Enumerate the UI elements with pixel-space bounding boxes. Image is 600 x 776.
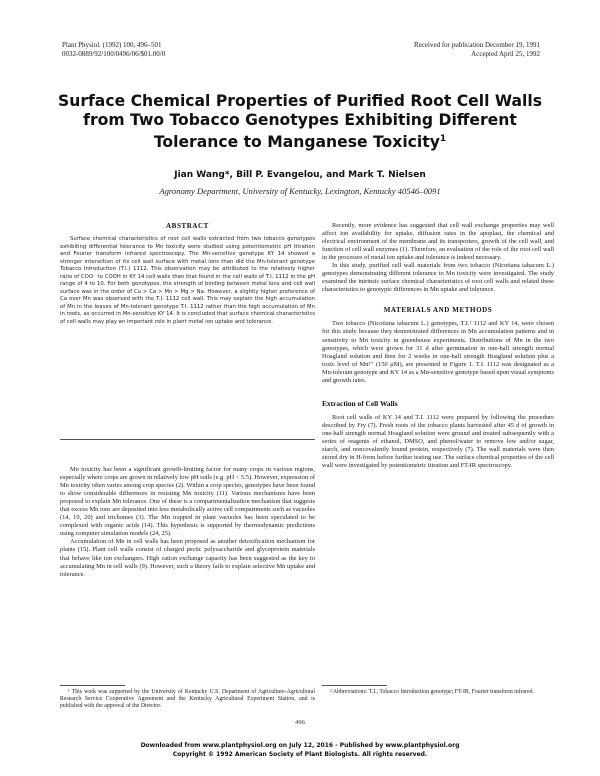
paragraph: Mn toxicity has been a significant growth-limiting factor for many crops in various regions, especially where crops are grown in relatively low pH soils (e.g. pH < 5.5). However, expression of Mn toxicity often varies among crop species (2). Within a crop species, genotypes have been found to show considerable differences in resisting Mn toxicity (11). Various mechanisms have been proposed to explain Mn tolerance. One of these is a compartmentalization mechanism that suggests that excess Mn ions are deposited into less metabolically active cell compartments such as vacuoles (14, 19, 20) and trichomes (3). The Mn trapped in plant vacuoles has been speculated to be complexed with organic acids (14). This hypothesis is supported by thermodynamic predictions using computer simulation models (24, 25). [60,466,315,538]
download-notice: Downloaded from www.plantphysiol.org on July 12, 2016 - Published by www.plantphysiol.org [140,742,460,749]
footnote-divider [322,685,387,686]
methods-heading: MATERIALS AND METHODS [383,306,493,315]
paragraph: Root cell walls of KY 14 and T.I. 1112 were prepared by following the procedure described by Fry (7). Fresh roots of the tobacco plants harvested after 45 d of growth in one-half strength normal Hoagland solution were ground and treated subsequently with a series of reagents of ethanol, DMSO, and phenol/water to remove low and/or sugar, starch, and noncovalently bound protein, respectively (7). The wall materials were then stored dry in H-form before further testing use. The surface chemical properties of the cell wall were investigated by potentiometric titration and FT-IR spectroscopy. [322,413,554,470]
paragraph: Accumulation of Mn in cell walls has been proposed as another detoxification mechanism for plants (15). Plant cell walls consist of charged pectic polysaccharide and glycoprotein materials that behave like ion exchangers. High cation exchange capacity has been suggested as the key to accumulating Mn in cell walls (9). However, such a theory fails to explain selective Mn uptake and tolerance. [60,538,315,578]
received-date: Received for publication December 19, 1991 [414,41,540,49]
footnote-divider [60,685,125,686]
abbreviations-footnote: ² Abbreviations: T.I., Tobacco Introduction genotype; FT-IR, Fourier transform infrared. [330,689,534,695]
left-footnote [60,689,315,710]
author-list: Jian Wang*, Bill P. Evangelou, and Mark T. Nielsen [174,170,426,180]
right-footnote [322,689,554,696]
extraction-heading: Extraction of Cell Walls [322,398,398,408]
funding-footnote: ¹ This work was supported by the University of Kentucky U.S. Department of Agriculture-Agricultural Research Service Cooperative Agreement and the Kentucky Agricultural Experiment Station, and is published with the approval of the Director. [60,689,315,710]
accepted-date: Accepted April 25, 1992 [471,50,540,58]
copyright-notice: Copyright © 1992 American Society of Plant Biologists. All rights reserved. [172,751,428,758]
abstract-section [60,222,315,327]
left-column [60,466,315,579]
right-column [322,222,554,470]
affiliation: Agronomy Department, University of Kentucky, Lexington, Kentucky 40546–0091 [159,186,441,196]
journal-code: 0032-0889/92/100/0496/06/$01.00/0 [62,50,166,58]
abstract-heading: ABSTRACT [166,222,209,230]
paragraph: Two tobacco (Nicotiana tabacum L.) genotypes, T.I.² 1112 and KY 14, were chosen for this study because they demonstrated differences in Mn accumulation patterns and in sensitivity to Mn toxicity in greenhouse experiments. Distributions of Mn in the two genotypes, which were grown for 31 d after germination in one-half strength normal Hoagland solution and then for 2 weeks in one-half strength Hoagland solution plus a toxic level of Mn²⁺ (150 µM), are presented in Figure 1. T.I. 1112 was designated as a Mn-tolerant genotype and KY 14 as a Mn-sensitive genotype based upon visual symptoms and growth rates. [322,320,554,384]
title-footnote-mark: 1 [439,134,447,144]
journal-citation: Plant Physiol. (1992) 100, 496–501 [62,41,162,49]
abstract-divider [60,439,315,440]
paragraph: Recently, more evidence has suggested that cell wall exchange properties may well affect ion availability for uptake, diffusion rates in the apoplast, the chemical and electrical environment of the membrane and its transporters, growth of the cell wall, and function of cell wall enzymes (1). Therefore, an evaluation of the role of the root cell wall in the processes of metal ion uptake and tolerance is indeed necessary. [322,222,554,262]
page-number: 496 [295,719,305,726]
article-title-text: Surface Chemical Properties of Purified Root Cell Walls from Two Tobacco Genotypes Exhibiting Different Tolerance to Manganese Toxicity [58,92,542,152]
abstract-text: Surface chemical characteristics of root cell walls extracted from two tobacco genotypes exhibiting differential tolerance to Mn toxicity were studied using potentiometric pH titration and Fourier transform infrared spectroscopy. The Mn-sensitive genotype KY 14 showed a stronger interaction of its cell wall surface with metal ions than did the Mn-tolerant genotype Tobacco Introduction (T.I.) 1112. This observation may be attributed to the relatively higher ratio of COO⁻ to COOH in KY 14 cell walls than that found in the cell walls of T.I. 1112 in the pH range of 4 to 10. For both genotypes, the strength of binding between metal ions and cell wall surface was in the order of Cu > Ca > Mn > Mg > Na. However, a slightly higher preference of Ca over Mn was observed with the T.I. 1112 cell wall. This may explain the high accumulation of Mn in the leaves of Mn-tolerant genotype T.I. 1112 rather than the high accumulation of Mn in roots, as occurred in Mn-sensitive KY 14. It is concluded that surface chemical characteristics of cell walls may play an important role in plant metal ion uptake and tolerance. [60,236,315,326]
paragraph: In this study, purified cell wall materials from two tobacco (Nicotiana tabacum L.) genotypes demonstrating different tolerance to Mn toxicity were investigated. The study examined the intrinsic surface chemical characteristics of root cell walls and related these characteristics to genotypic differences in Mn uptake and tolerance. [322,262,554,294]
article-title [40,92,560,152]
